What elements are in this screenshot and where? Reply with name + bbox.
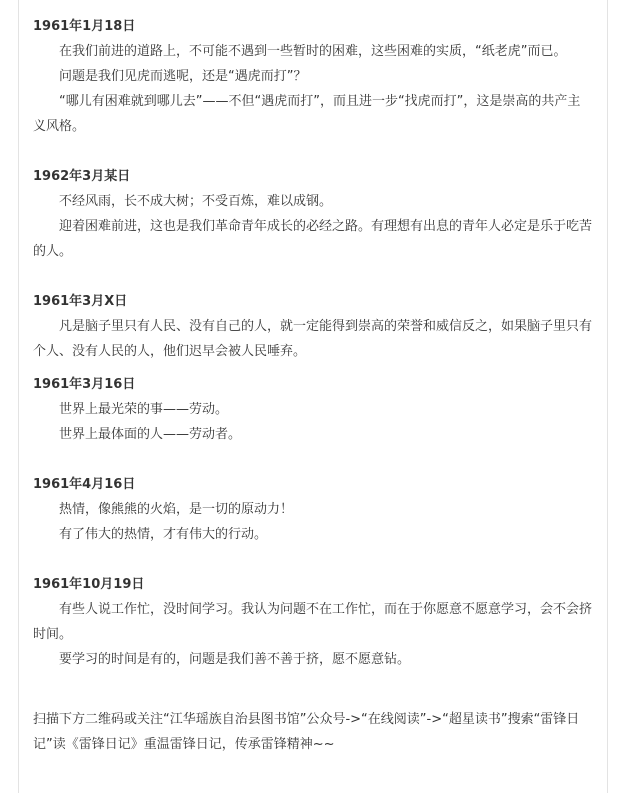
footer-note: 扫描下方二维码或关注“江华瑶族自治县图书馆”公众号->“在线阅读”->“超星读书”搜索“雷锋日记”读《雷锋日记》重温雷锋日记，传承雷锋精神~~ [33,712,580,752]
entry-date: 1961年3月16日 [33,377,136,392]
diary-entry [33,372,593,447]
entry-paragraph: 有些人说工作忙，没时间学习。我认为问题不在工作忙，而在于你愿意不愿意学习，会不会挤时间。 [33,602,593,642]
article-body [33,14,593,770]
diary-entry [33,572,593,672]
entry-paragraph: 世界上最体面的人——劳动者。 [59,427,242,442]
entry-paragraph: 世界上最光荣的事——劳动。 [59,402,229,417]
spacer [33,364,593,372]
entry-date: 1961年10月19日 [33,577,145,592]
spacer [33,139,593,164]
diary-entry [33,289,593,364]
spacer [33,447,593,472]
entry-paragraph: 在我们前进的道路上，不可能不遇到一些暂时的困难，这些困难的实质，“纸老虎”而已。 [59,44,567,59]
diary-entry [33,472,593,547]
entry-paragraph: 热情，像熊熊的火焰，是一切的原动力！ [59,502,294,517]
entry-date: 1961年3月X日 [33,294,128,309]
spacer [33,547,593,572]
diary-entry [33,164,593,264]
entry-date: 1961年1月18日 [33,19,136,34]
entry-paragraph: 问题是我们见虎而逃呢，还是“遇虎而打”？ [59,69,307,84]
entry-paragraph: 凡是脑子里只有人民、没有自己的人，就一定能得到崇高的荣誉和威信反之，如果脑子里只有个人、没有人民的人，他们迟早会被人民唾弃。 [33,319,593,359]
entry-date: 1961年4月16日 [33,477,136,492]
entry-paragraph: “哪儿有困难就到哪儿去”——不但“遇虎而打”，而且进一步“找虎而打”，这是崇高的共产主义风格。 [33,94,581,134]
spacer [33,264,593,289]
entry-paragraph: 要学习的时间是有的，问题是我们善不善于挤，愿不愿意钻。 [59,652,411,667]
diary-entry [33,14,593,139]
entry-paragraph: 不经风雨，长不成大树；不受百炼，难以成钢。 [59,194,333,209]
entry-paragraph: 迎着困难前进，这也是我们革命青年成长的必经之路。有理想有出息的青年人必定是乐于吃苦的人。 [33,219,593,259]
entry-date: 1962年3月某日 [33,169,131,184]
entry-paragraph: 有了伟大的热情，才有伟大的行动。 [59,527,268,542]
